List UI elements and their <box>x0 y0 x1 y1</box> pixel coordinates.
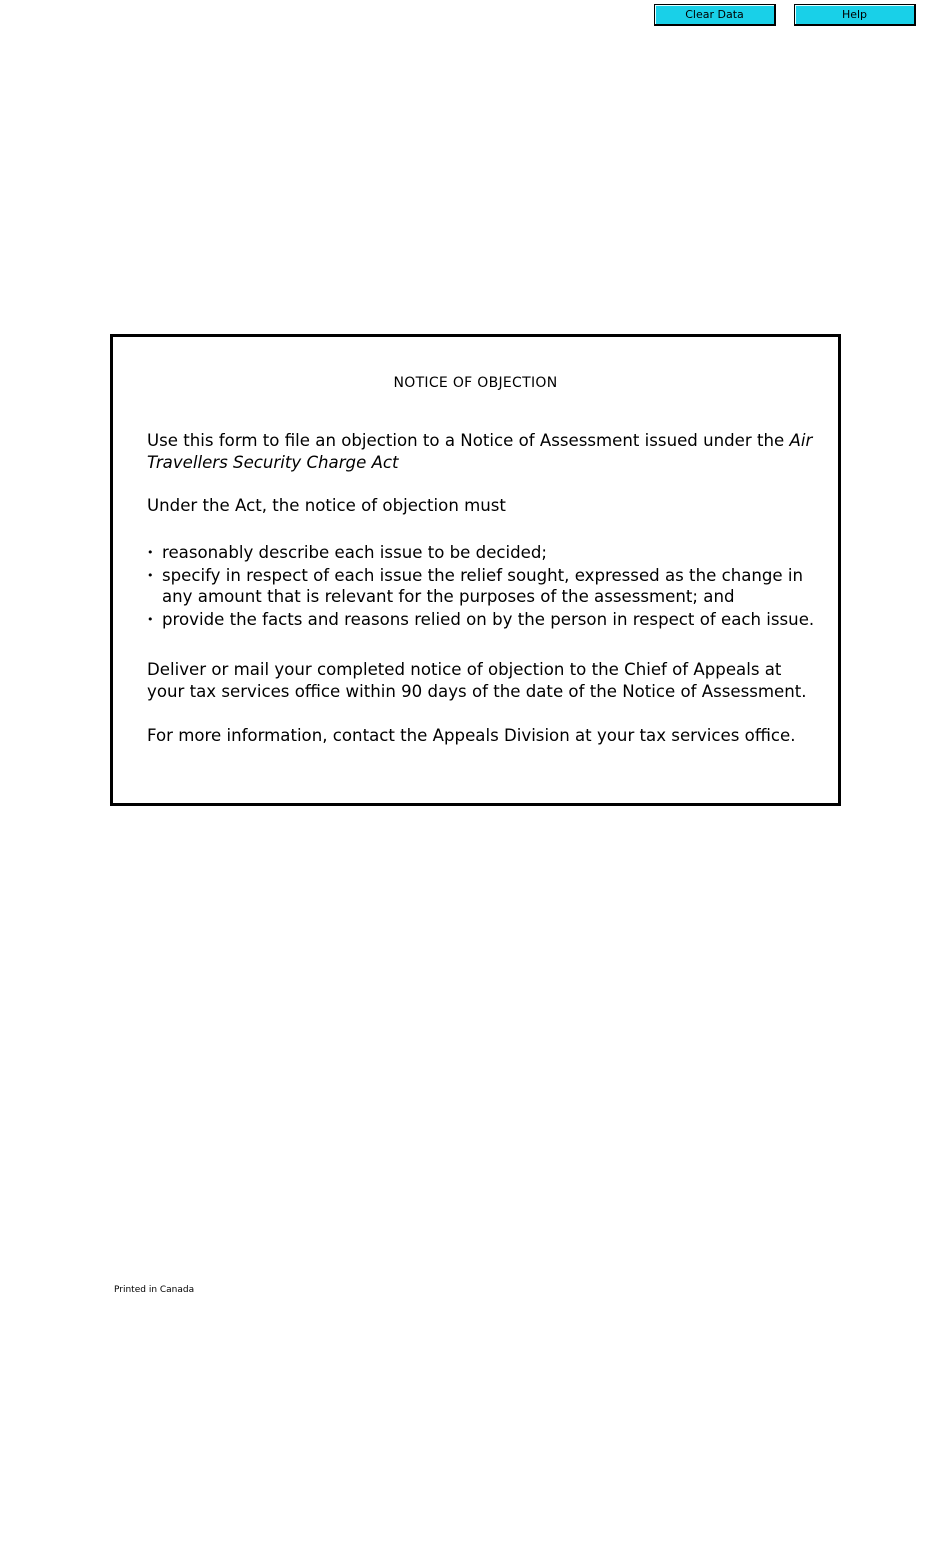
clear-data-button[interactable]: Clear Data <box>654 4 776 26</box>
intro-paragraph <box>147 430 817 474</box>
more-info-paragraph: For more information, contact the Appeals Division at your tax services office. <box>147 726 796 745</box>
list-item: • specify in respect of each issue the relief sought, expressed as the change in any amount that is relevant for the purposes of the assessment; and <box>147 565 817 607</box>
requirements-heading: Under the Act, the notice of objection must <box>147 496 506 515</box>
notice-title: NOTICE OF OBJECTION <box>393 375 558 391</box>
notice-box <box>110 334 841 806</box>
requirements-list <box>147 542 817 632</box>
intro-text: Use this form to file an objection to a Notice of Assessment issued under the <box>147 431 790 450</box>
delivery-paragraph: Deliver or mail your completed notice of objection to the Chief of Appeals at your tax services office within 90 days of the date of the Notice of Assessment. <box>147 660 807 701</box>
printed-in-canada: Printed in Canada <box>114 1285 195 1295</box>
help-button[interactable]: Help <box>794 4 916 26</box>
list-item: • reasonably describe each issue to be decided; <box>147 542 817 563</box>
act-name: Air Travellers Security Charge Act <box>147 431 813 472</box>
list-item: • provide the facts and reasons relied on by the person in respect of each issue. <box>147 609 817 630</box>
